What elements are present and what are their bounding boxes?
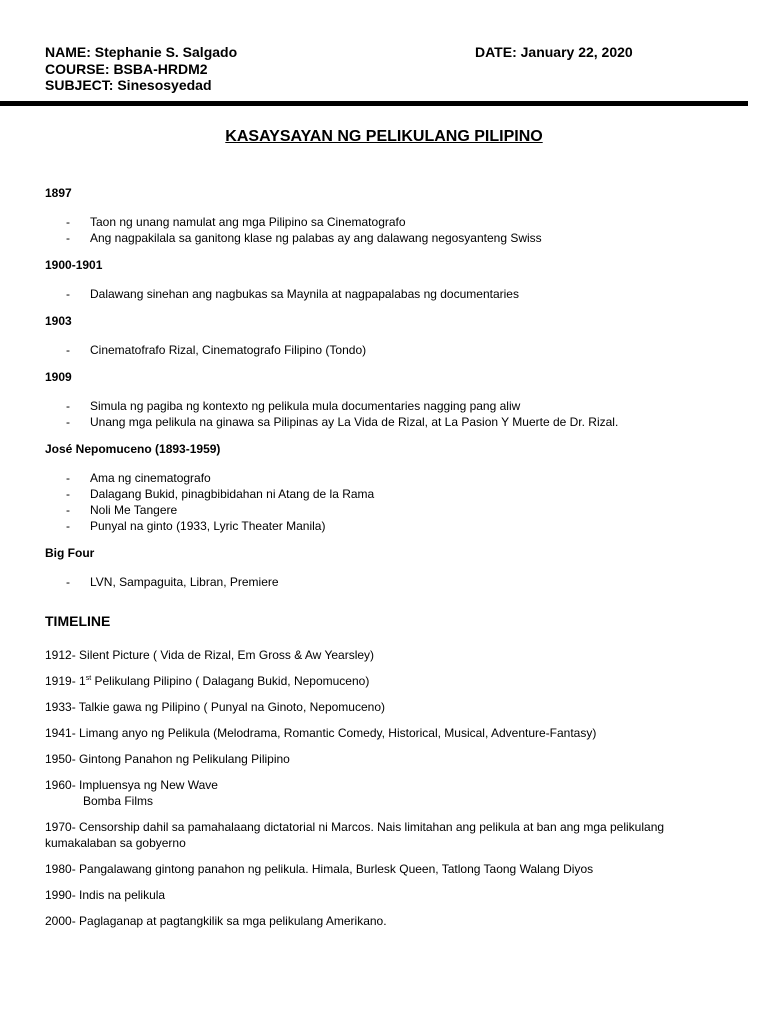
timeline-list <box>45 647 725 939</box>
student-name: NAME: Stephanie S. Salgado <box>45 44 238 60</box>
timeline-item-2000: 2000- Paglaganap at pagtangkilik sa mga pelikulang Amerikano. <box>45 914 387 928</box>
list-item: - Noli Me Tangere <box>66 503 178 517</box>
section-heading-1900-1901: 1900-1901 <box>45 258 103 272</box>
course: COURSE: BSBA-HRDM2 <box>45 60 208 77</box>
section-heading-nepomuceno: José Nepomuceno (1893-1959) <box>45 442 221 456</box>
section-heading-1909: 1909 <box>45 370 72 384</box>
section-heading-1903: 1903 <box>45 314 72 328</box>
list-item: - Dalagang Bukid, pinagbibidahan ni Atang de la Rama <box>66 487 375 501</box>
section-list-1897 <box>45 214 745 246</box>
timeline-item-1950: 1950- Gintong Panahon ng Pelikulang Pilipino <box>45 752 290 766</box>
timeline-heading: TIMELINE <box>45 613 111 629</box>
section-list-big-four <box>45 574 745 590</box>
timeline-item-1933: 1933- Talkie gawa ng Pilipino ( Punyal na Ginoto, Nepomuceno) <box>45 700 385 714</box>
timeline-item-1990: 1990- Indis na pelikula <box>45 888 166 902</box>
section-list-1909 <box>45 398 745 430</box>
list-item: - Punyal na ginto (1933, Lyric Theater Manila) <box>66 519 326 533</box>
list-item: - Simula ng pagiba ng kontexto ng pelikula mula documentaries nagging pang aliw <box>66 399 521 413</box>
section-list-1903 <box>45 342 745 358</box>
list-item: - Dalawang sinehan ang nagbukas sa Maynila at nagpapalabas ng documentaries <box>66 287 519 301</box>
timeline-item-1970: 1970- Censorship dahil sa pamahalaang dictatorial ni Marcos. Nais limitahan ang pelikula at ban ang mga pelikulang kumakalaban sa gobyerno <box>45 820 665 850</box>
timeline-item-1941: 1941- Limang anyo ng Pelikula (Melodrama, Romantic Comedy, Historical, Musical, Adventure-Fantasy) <box>45 726 597 740</box>
list-item: - Ang nagpakilala sa ganitong klase ng palabas ay ang dalawang negosyanteng Swiss <box>66 231 542 245</box>
header-divider <box>0 101 748 106</box>
list-item: - Unang mga pelikula na ginawa sa Pilipinas ay La Vida de Rizal, at La Pasion Y Muerte de Dr. Rizal. <box>66 415 619 429</box>
section-heading-1897: 1897 <box>45 186 72 200</box>
list-item: - LVN, Sampaguita, Libran, Premiere <box>66 575 279 589</box>
section-list-1900-1901 <box>45 286 745 302</box>
timeline-item-1919: 1919- 1st Pelikulang Pilipino ( Dalagang Bukid, Nepomuceno) <box>45 674 370 688</box>
list-item: - Cinematofrafo Rizal, Cinematografo Filipino (Tondo) <box>66 343 367 357</box>
timeline-item-1980: 1980- Pangalawang gintong panahon ng pelikula. Himala, Burlesk Queen, Tatlong Taong Walang Diyos <box>45 862 594 876</box>
subject: SUBJECT: Sinesosyedad <box>45 77 212 93</box>
timeline-item-1912: 1912- Silent Picture ( Vida de Rizal, Em Gross & Aw Yearsley) <box>45 648 375 662</box>
date: DATE: January 22, 2020 <box>475 44 633 60</box>
list-item: - Taon ng unang namulat ang mga Pilipino sa Cinematografo <box>66 215 406 229</box>
page-title: KASAYSAYAN NG PELIKULANG PILIPINO <box>225 128 543 145</box>
section-heading-big-four: Big Four <box>45 546 95 560</box>
history-sections <box>45 186 745 602</box>
list-item: - Ama ng cinematografo <box>66 471 211 485</box>
section-list-nepomuceno <box>45 470 745 534</box>
document-header <box>45 44 725 94</box>
timeline-item-1960: 1960- Impluensya ng New Wave Bomba Films <box>45 778 218 808</box>
